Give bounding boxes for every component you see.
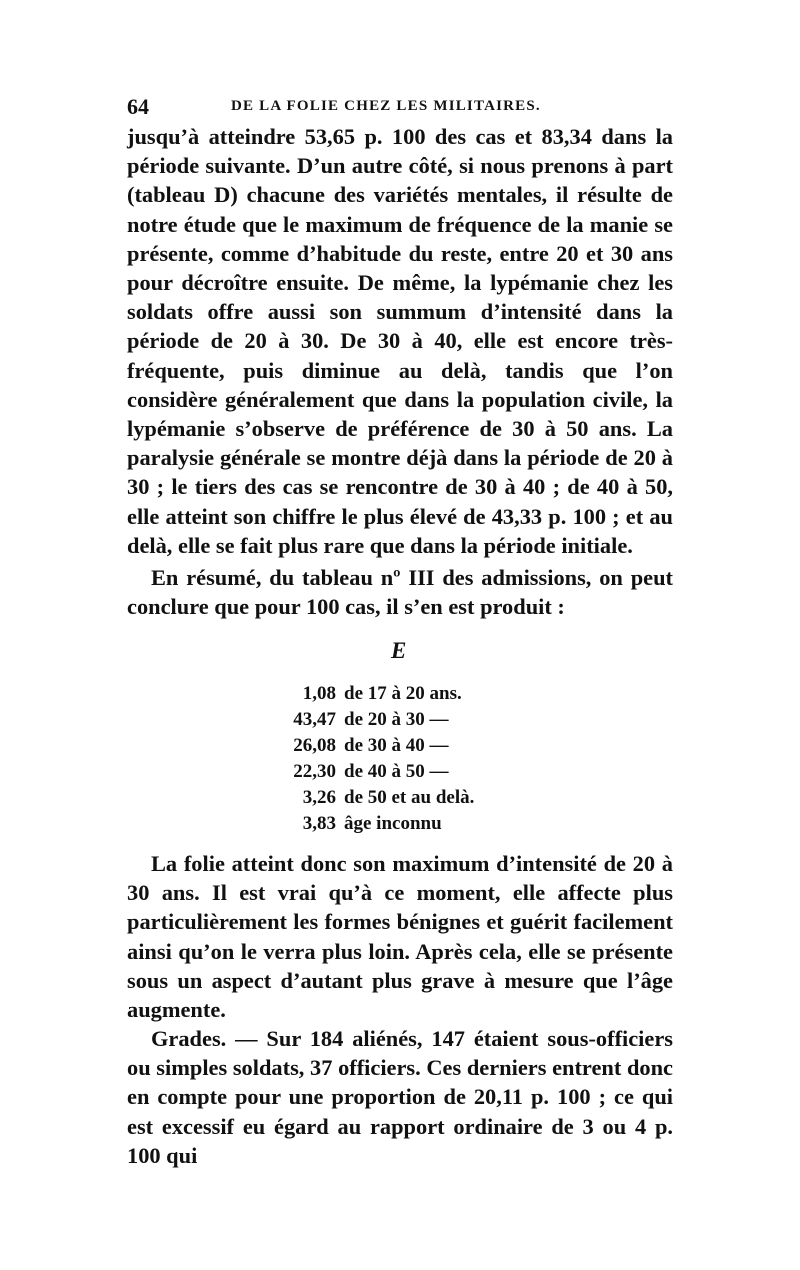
- row-percent: 3,26: [302, 787, 336, 808]
- table-row: [250, 785, 550, 811]
- paragraph-summary-intro: En résumé, du tableau nº III des admissions, on peut conclure que pour 100 cas, il s’en est produit :: [127, 565, 673, 620]
- running-head: [127, 94, 672, 120]
- table-row: [250, 811, 550, 837]
- page-number: 64: [127, 94, 149, 119]
- row-age-range: de 50 et au delà.: [344, 787, 475, 808]
- row-percent: 3,83: [302, 813, 336, 834]
- row-age-range: de 17 à 20 ans.: [344, 683, 462, 704]
- row-percent: 43,47: [293, 709, 336, 730]
- paragraph-continuation: jusqu’à atteindre 53,65 p. 100 des cas et 83,34 dans la période suivante. D’un autre côté, si nous prenons à part (tableau D) chacune des variétés mentales, il résulte de notre étude que le maximum de fréquence de la manie se présente, comme d’habitude du reste, entre 20 et 30 ans pour décroître ensuite. De même, la lypémanie chez les soldats offre aussi son summum d’intensité dans la période de 20 à 30. De 30 à 40, elle est encore très-fréquente, puis diminue au delà, tandis que l’on considère généralement que dans la population civile, la lypémanie s’observe de préférence de 30 à 50 ans. La paralysie générale se montre déjà dans la période de 20 à 30 ; le tiers des cas se rencontre de 30 à 40 ; de 40 à 50, elle atteint son chiffre le plus élevé de 43,33 p. 100 ; et au delà, elle se fait plus rare que dans la période initiale.: [127, 124, 673, 558]
- paragraph-grades: Grades. — Sur 184 aliénés, 147 étaient sous-officiers ou simples soldats, 37 officiers. Ces derniers entrent donc en compte pour une proportion de 20,11 p. 100 ; ce qui est excessif eu égard au rapport ordinaire de 3 ou 4 p. 100 qui: [127, 1026, 673, 1168]
- running-title: DE LA FOLIE CHEZ LES MILITAIRES.: [231, 98, 541, 114]
- row-age-range: de 30 à 40 —: [344, 735, 449, 756]
- row-age-range: de 40 à 50 —: [344, 761, 449, 782]
- row-percent: 22,30: [293, 761, 336, 782]
- paragraph-conclusion: La folie atteint donc son maximum d’intensité de 20 à 30 ans. Il est vrai qu’à ce moment, elle affecte plus particulièrement les formes bénignes et guérit facilement ainsi qu’on le verra plus loin. Après cela, elle se présente sous un aspect d’autant plus grave à mesure que l’âge augmente.: [127, 851, 673, 1023]
- row-age-range: de 20 à 30 —: [344, 709, 449, 730]
- row-percent: 1,08: [302, 683, 336, 704]
- table-row: [250, 707, 550, 733]
- table-letter: E: [391, 638, 407, 663]
- row-percent: 26,08: [293, 735, 336, 756]
- table-row: [250, 759, 550, 785]
- table-row: [250, 733, 550, 759]
- row-age-range: âge inconnu: [344, 813, 442, 834]
- age-distribution-table: [250, 681, 550, 837]
- table-row: [250, 681, 550, 707]
